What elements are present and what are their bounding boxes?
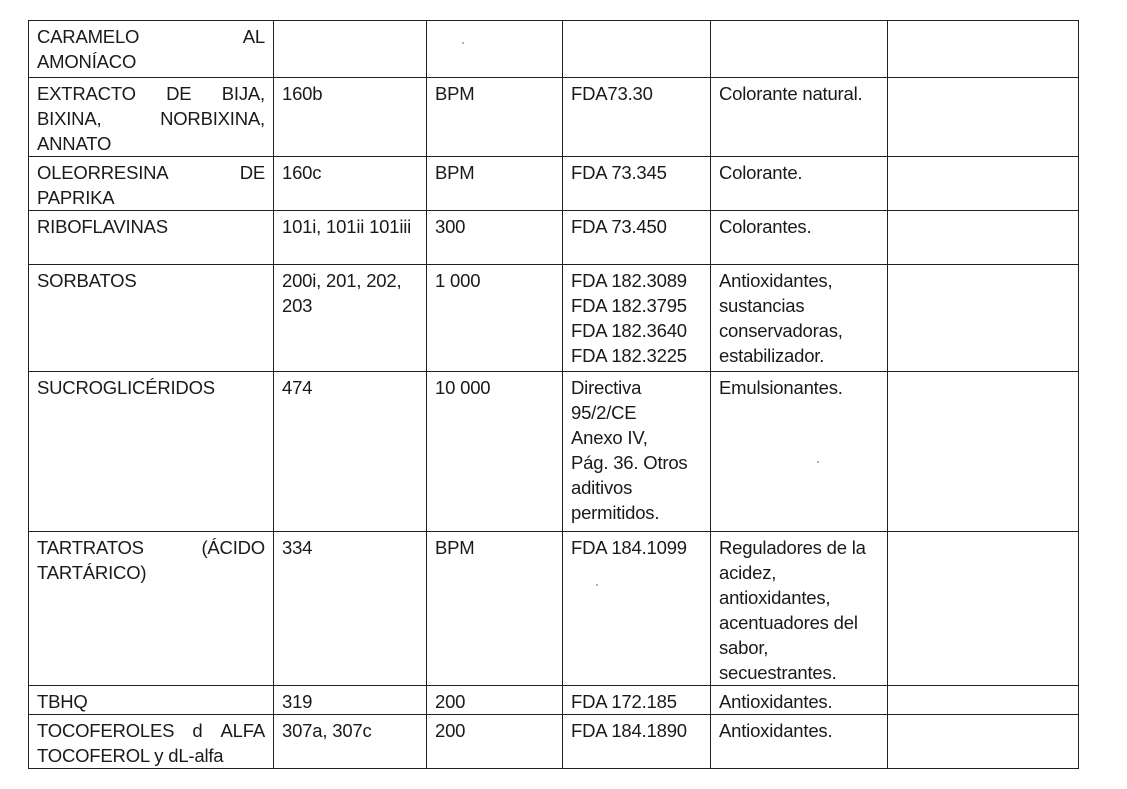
reference-line: Anexo IV, xyxy=(571,427,648,448)
reference-line: permitidos. xyxy=(571,502,660,523)
table-row xyxy=(29,532,1079,686)
function-line: Antioxidantes. xyxy=(719,720,833,741)
word: ALFA xyxy=(220,720,265,741)
reference-line: aditivos xyxy=(571,477,633,498)
scan-speck xyxy=(462,42,464,44)
table-row xyxy=(29,715,1079,769)
word: TOCOFEROLES xyxy=(37,720,175,741)
table-row xyxy=(29,21,1079,78)
max-limit-cell xyxy=(427,372,563,532)
additive-name-cell xyxy=(29,78,274,157)
function-line: estabilizador. xyxy=(719,345,825,366)
additive-name-line xyxy=(37,81,265,106)
reference-cell xyxy=(563,211,711,265)
function-cell xyxy=(711,372,888,532)
scan-speck xyxy=(596,584,598,586)
word: DE xyxy=(166,83,192,104)
function-line: Colorante. xyxy=(719,162,803,183)
word: BIJA, xyxy=(221,83,265,104)
word: DE xyxy=(239,162,265,183)
function-line: conservadoras, xyxy=(719,320,843,341)
additive-name-cell xyxy=(29,265,274,372)
word: EXTRACTO xyxy=(37,83,136,104)
max-limit: 1 000 xyxy=(435,270,481,291)
additive-name-line: TBHQ xyxy=(37,691,88,712)
reference-line: FDA 182.3640 xyxy=(571,320,687,341)
function-line: Emulsionantes. xyxy=(719,377,843,398)
reference-line: FDA 184.1890 xyxy=(571,720,687,741)
reference-cell xyxy=(563,715,711,769)
function-line: Colorante natural. xyxy=(719,83,863,104)
notes-cell xyxy=(888,265,1079,372)
notes-cell xyxy=(888,532,1079,686)
max-limit-cell xyxy=(427,715,563,769)
additive-name-cell xyxy=(29,715,274,769)
additive-name-cell xyxy=(29,211,274,265)
notes-cell xyxy=(888,78,1079,157)
max-limit: BPM xyxy=(435,162,475,183)
function-cell xyxy=(711,532,888,686)
reference-line: FDA 73.450 xyxy=(571,216,667,237)
reference-line: FDA 73.345 xyxy=(571,162,667,183)
function-line: sabor, xyxy=(719,637,769,658)
function-line: acentuadores del xyxy=(719,612,858,633)
reference-cell xyxy=(563,157,711,211)
additive-name-cell xyxy=(29,21,274,78)
additive-name-cell xyxy=(29,686,274,715)
function-line: Antioxidantes. xyxy=(719,691,833,712)
notes-cell xyxy=(888,686,1079,715)
reference-cell xyxy=(563,686,711,715)
additive-name-line: TARTÁRICO) xyxy=(37,562,147,583)
notes-cell xyxy=(888,211,1079,265)
additive-name-line: PAPRIKA xyxy=(37,187,115,208)
max-limit: BPM xyxy=(435,83,475,104)
ins-number-cell xyxy=(274,78,427,157)
table-body xyxy=(29,21,1079,769)
max-limit-cell xyxy=(427,686,563,715)
additive-name-line: SUCROGLICÉRIDOS xyxy=(37,377,215,398)
ins-number: 101i, 101ii 101iii xyxy=(282,216,412,237)
reference-line: Pág. 36. Otros xyxy=(571,452,688,473)
function-line: sustancias xyxy=(719,295,805,316)
max-limit: 10 000 xyxy=(435,377,491,398)
ins-number-cell xyxy=(274,372,427,532)
function-line: antioxidantes, xyxy=(719,587,831,608)
ins-number-cell xyxy=(274,686,427,715)
word: BIXINA, xyxy=(37,108,102,129)
table-row xyxy=(29,157,1079,211)
function-line: secuestrantes. xyxy=(719,662,837,683)
reference-line: Directiva xyxy=(571,377,642,398)
notes-cell xyxy=(888,715,1079,769)
reference-cell xyxy=(563,78,711,157)
ins-number-cell xyxy=(274,21,427,78)
function-line: Antioxidantes, xyxy=(719,270,833,291)
table-row xyxy=(29,78,1079,157)
function-cell xyxy=(711,265,888,372)
additive-name-line xyxy=(37,106,265,131)
additive-name-line: SORBATOS xyxy=(37,270,137,291)
word: d xyxy=(192,720,203,741)
additive-name-line: AMONÍACO xyxy=(37,51,137,72)
additive-name-line xyxy=(37,160,265,185)
reference-cell xyxy=(563,21,711,78)
max-limit-cell xyxy=(427,532,563,686)
function-line: Colorantes. xyxy=(719,216,812,237)
notes-cell xyxy=(888,157,1079,211)
function-cell xyxy=(711,78,888,157)
additive-name-line: ANNATO xyxy=(37,133,112,154)
max-limit-cell xyxy=(427,265,563,372)
notes-cell xyxy=(888,21,1079,78)
function-cell xyxy=(711,211,888,265)
table-row xyxy=(29,265,1079,372)
additive-name-line xyxy=(37,718,265,743)
notes-cell xyxy=(888,372,1079,532)
word: (ÁCIDO xyxy=(201,537,265,558)
ins-number: 160c xyxy=(282,162,322,183)
additive-name-line xyxy=(37,535,265,560)
additive-name-cell xyxy=(29,157,274,211)
ins-number-cell xyxy=(274,532,427,686)
function-line: Reguladores de la xyxy=(719,537,866,558)
table-row xyxy=(29,686,1079,715)
ins-number: 160b xyxy=(282,83,323,104)
max-limit: 300 xyxy=(435,216,466,237)
max-limit: 200 xyxy=(435,720,466,741)
ins-number: 200i, 201, 202, 203 xyxy=(282,270,402,316)
additives-table xyxy=(28,20,1079,769)
ins-number: 334 xyxy=(282,537,313,558)
function-cell xyxy=(711,715,888,769)
word: NORBIXINA, xyxy=(160,108,265,129)
reference-cell xyxy=(563,532,711,686)
ins-number-cell xyxy=(274,265,427,372)
table-row xyxy=(29,211,1079,265)
word: CARAMELO xyxy=(37,26,140,47)
reference-line: FDA 182.3089 xyxy=(571,270,687,291)
reference-line: FDA73.30 xyxy=(571,83,653,104)
additive-name-cell xyxy=(29,372,274,532)
max-limit-cell xyxy=(427,21,563,78)
max-limit: BPM xyxy=(435,537,475,558)
additive-name-cell xyxy=(29,532,274,686)
reference-line: FDA 182.3225 xyxy=(571,345,687,366)
word: TARTRATOS xyxy=(37,537,144,558)
function-cell xyxy=(711,21,888,78)
additive-name-line xyxy=(37,24,265,49)
reference-line: FDA 172.185 xyxy=(571,691,677,712)
function-line: acidez, xyxy=(719,562,777,583)
additive-name-line: RIBOFLAVINAS xyxy=(37,216,168,237)
additive-name-line: TOCOFEROL y dL-alfa xyxy=(37,745,224,766)
max-limit-cell xyxy=(427,78,563,157)
scan-speck xyxy=(817,461,819,463)
max-limit-cell xyxy=(427,157,563,211)
ins-number: 474 xyxy=(282,377,313,398)
word: AL xyxy=(242,26,265,47)
ins-number-cell xyxy=(274,157,427,211)
function-cell xyxy=(711,157,888,211)
ins-number-cell xyxy=(274,715,427,769)
reference-line: FDA 182.3795 xyxy=(571,295,687,316)
max-limit-cell xyxy=(427,211,563,265)
reference-cell xyxy=(563,372,711,532)
ins-number: 319 xyxy=(282,691,313,712)
ins-number-cell xyxy=(274,211,427,265)
ins-number: 307a, 307c xyxy=(282,720,372,741)
reference-line: FDA 184.1099 xyxy=(571,537,687,558)
reference-line: 95/2/CE xyxy=(571,402,637,423)
max-limit: 200 xyxy=(435,691,466,712)
table-row xyxy=(29,372,1079,532)
reference-cell xyxy=(563,265,711,372)
function-cell xyxy=(711,686,888,715)
word: OLEORRESINA xyxy=(37,162,169,183)
